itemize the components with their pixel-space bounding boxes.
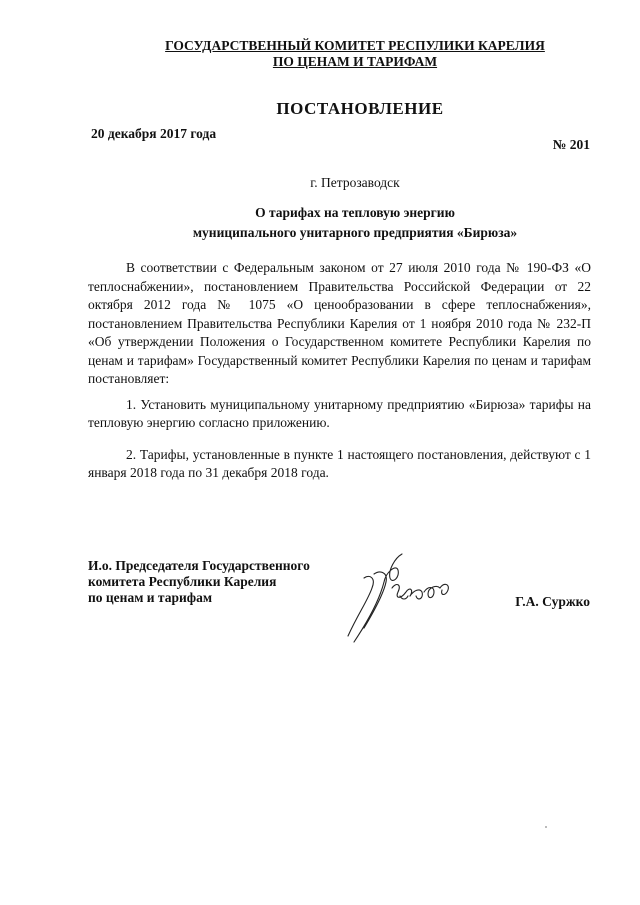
document-subject: [100, 203, 610, 243]
handwritten-signature: [340, 548, 465, 648]
scan-artifact: [545, 826, 547, 828]
body-item-1: 1. Установить муниципальному унитарному предприятию «Бирюза» тарифы на тепловую энергию согласно приложению.: [88, 396, 591, 430]
signatory-position: [88, 558, 310, 606]
document-header: [100, 38, 610, 70]
document-number: № 201: [552, 137, 590, 152]
body-item-2: 2. Тарифы, установленные в пункте 1 настоящего постановления, действуют с 1 января 2018 года по 31 декабря 2018 года.: [88, 446, 591, 480]
subject-line-2: муниципального унитарного предприятия «Бирюза»: [192, 225, 518, 240]
document-date: 20 декабря 2017 года: [91, 126, 217, 141]
signatory-name: Г.А. Суржко: [515, 594, 590, 609]
signatory-position-line-1: И.о. Председателя Государственного: [88, 558, 310, 573]
header-line-1: ГОСУДАРСТВЕННЫЙ КОМИТЕТ РЕСПУЛИКИ КАРЕЛИЯ: [165, 38, 545, 53]
signatory-position-line-2: комитета Республики Карелия: [88, 574, 277, 589]
subject-line-1: О тарифах на тепловую энергию: [255, 205, 455, 220]
body-preamble: В соответствии с Федеральным законом от 27 июля 2010 года № 190-ФЗ «О теплоснабжении», постановлением Правительства Российской Федерации от 22 октября 2012 года № 1075 «О ценообразовании в сфере теплоснабжения», постановлением Правительства Республики Карелия от 1 ноября 2010 года № 232-П «Об утверждении Положения о Государственном комитете Республики Карелия по ценам и тарифам» Государственный комитет Республики Карелия по ценам и тарифам постановляет:: [88, 260, 591, 386]
document-city: г. Петрозаводск: [310, 175, 400, 190]
signatory-position-line-3: по ценам и тарифам: [88, 590, 213, 605]
document-title: ПОСТАНОВЛЕНИЕ: [276, 99, 444, 118]
document-body: [88, 259, 591, 483]
header-line-2: ПО ЦЕНАМ И ТАРИФАМ: [272, 54, 438, 69]
